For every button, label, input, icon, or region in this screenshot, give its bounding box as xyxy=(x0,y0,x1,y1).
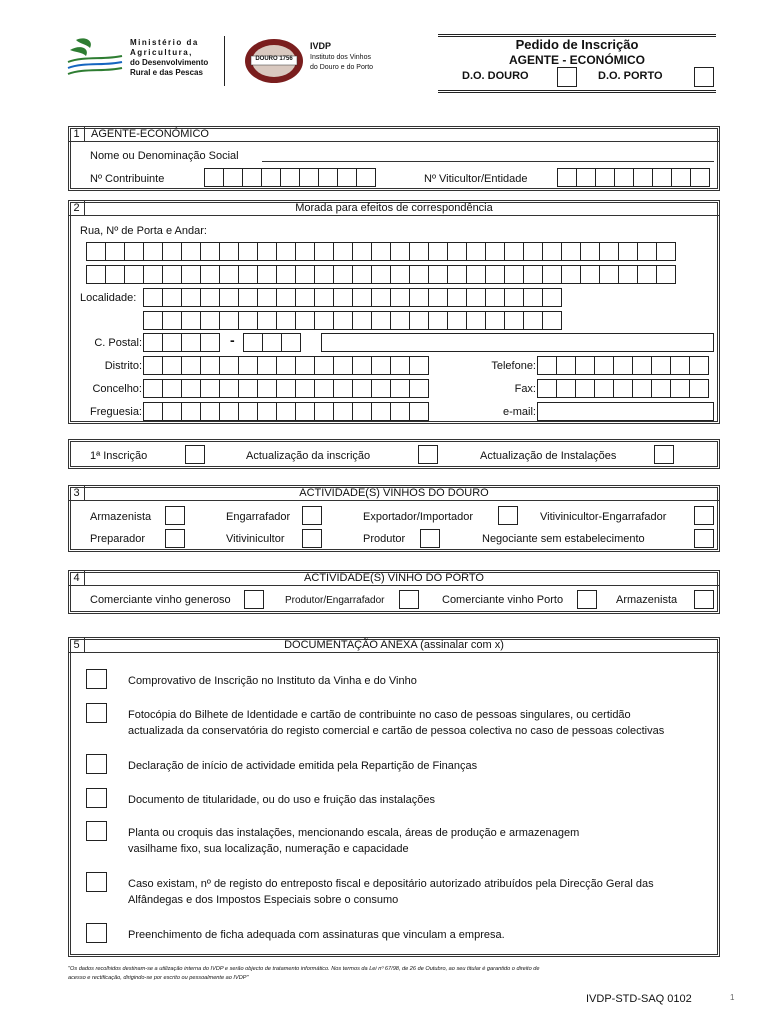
section-3-number: 3 xyxy=(69,486,85,501)
doc-text: Documento de titularidade, ou do uso e fruição das instalações xyxy=(128,794,435,806)
page-number: 1 xyxy=(730,993,735,1002)
email-label: e-mail: xyxy=(502,406,536,418)
postal-locality-field[interactable] xyxy=(321,333,714,352)
section-1-title: AGENTE-ECONÓMICO xyxy=(69,127,719,142)
vit-field[interactable] xyxy=(557,168,709,187)
header-divider xyxy=(224,36,225,86)
first-registration-label: 1ª Inscrição xyxy=(90,450,148,462)
porto-comerciante-label: Comerciante vinho Porto xyxy=(442,594,564,606)
doc-text: Caso existam, nº de registo do entreposto fiscal e depositário autorizado atribuídos pela Direcção Geral das xyxy=(128,878,654,890)
ministry-logo-icon xyxy=(64,34,126,80)
title-rule-bottom xyxy=(438,90,716,93)
section-porto-activities xyxy=(68,570,720,614)
douro-produtor-checkbox[interactable] xyxy=(420,529,440,548)
street-label: Rua, Nº de Porta e Andar: xyxy=(80,225,207,237)
nif-label: Nº Contribuinte xyxy=(90,173,165,185)
doc-text: Planta ou croquis das instalações, mencionando escala, áreas de produção e armazenagem xyxy=(128,827,580,839)
registration-type xyxy=(68,439,720,469)
parish-field[interactable] xyxy=(143,402,428,421)
porto-produtor-checkbox[interactable] xyxy=(399,590,419,609)
doc-text: Declaração de início de actividade emitida pela Repartição de Finanças xyxy=(128,760,478,772)
douro-exportador-label: Exportador/Importador xyxy=(363,511,474,523)
do-porto-label: D.O. PORTO xyxy=(598,70,663,82)
doc-text: Preenchimento de ficha adequada com assinaturas que vinculam a empresa. xyxy=(128,929,505,941)
porto-comerciante-generoso-label: Comerciante vinho generoso xyxy=(90,594,231,606)
do-douro-checkbox[interactable] xyxy=(557,67,577,87)
douro-negociante-label: Negociante sem estabelecimento xyxy=(482,533,645,545)
douro-preparador-checkbox[interactable] xyxy=(165,529,185,548)
phone-label: Telefone: xyxy=(491,360,536,372)
ivdp-title: IVDP xyxy=(310,41,332,51)
douro-produtor-label: Produtor xyxy=(363,533,406,545)
do-douro-label: D.O. DOURO xyxy=(462,70,529,82)
section-5-title: DOCUMENTAÇÃO ANEXA (assinalar com x) xyxy=(69,638,719,653)
doc-checkbox[interactable] xyxy=(86,754,107,774)
porto-armazenista-label: Armazenista xyxy=(616,594,678,606)
email-field[interactable] xyxy=(537,402,714,421)
section-3-title: ACTIVIDADE(S) VINHOS DO DOURO xyxy=(69,486,719,501)
name-label: Nome ou Denominação Social xyxy=(90,150,239,162)
douro-negociante-checkbox[interactable] xyxy=(694,529,714,548)
nif-field[interactable] xyxy=(204,168,375,187)
fax-label: Fax: xyxy=(514,383,536,395)
doc-text: Alfândegas e dos Impostos Especiais sobre o consumo xyxy=(128,894,399,906)
postal-dash: - xyxy=(230,332,235,348)
name-field[interactable] xyxy=(262,148,714,162)
doc-checkbox[interactable] xyxy=(86,788,107,808)
do-porto-checkbox[interactable] xyxy=(694,67,714,87)
section-1-number: 1 xyxy=(69,127,85,142)
doc-text: Fotocópia do Bilhete de Identidade e cartão de contribuinte no caso de pessoas singulares, ou certidão xyxy=(128,709,631,721)
fax-field[interactable] xyxy=(537,379,708,398)
locality-label: Localidade: xyxy=(80,292,137,304)
form-code: IVDP-STD-SAQ 0102 xyxy=(586,993,692,1005)
douro-engarrafador-checkbox[interactable] xyxy=(302,506,322,525)
ministry-name: Ministério da Agricultura, do Desenvolvimento Rural e das Pescas xyxy=(130,38,209,77)
doc-text: vasilhame fixo, sua localização, numeração e capacidade xyxy=(128,843,409,855)
street-field-2[interactable] xyxy=(86,265,675,284)
douro-engarrafador-label: Engarrafador xyxy=(226,511,291,523)
parish-label: Freguesia: xyxy=(90,406,142,418)
section-5-number: 5 xyxy=(69,638,85,653)
douro-vitivinicultor-engarrafador-checkbox[interactable] xyxy=(694,506,714,525)
phone-field[interactable] xyxy=(537,356,708,375)
douro-vitivinicultor-checkbox[interactable] xyxy=(302,529,322,548)
section-4-title: ACTIVIDADE(S) VINHO DO PORTO xyxy=(69,571,719,586)
porto-armazenista-checkbox[interactable] xyxy=(694,590,714,609)
privacy-note: "Os dados recolhidos destinam-se a utilização interna do IVDP e serão objecto de tratamento informático. Nos termos da Lei nº 67/98, de 26 de Outubro, ao seu titular é garantido o direito de acesso e rectificação, dirigindo-se por escrito ou pessoalmente ao IVDP" xyxy=(68,966,540,981)
ivdp-subtitle: Instituto dos Vinhos do Douro e do Porto xyxy=(310,54,374,71)
porto-comerciante-checkbox[interactable] xyxy=(577,590,597,609)
district-field[interactable] xyxy=(143,356,428,375)
doc-checkbox[interactable] xyxy=(86,872,107,892)
first-registration-checkbox[interactable] xyxy=(185,445,205,464)
council-field[interactable] xyxy=(143,379,428,398)
douro-vitivinicultor-engarrafador-label: Vitivinicultor-Engarrafador xyxy=(540,511,667,523)
district-label: Distrito: xyxy=(104,360,142,372)
doc-checkbox[interactable] xyxy=(86,923,107,943)
doc-checkbox[interactable] xyxy=(86,669,107,689)
postal-field[interactable] xyxy=(143,333,219,352)
doc-text: actualizada da conservatória do registo comercial e cartão de pessoa colectiva no caso de pessoas colectivas xyxy=(128,725,665,737)
form-title: Pedido de Inscrição xyxy=(515,37,639,52)
douro-armazenista-label: Armazenista xyxy=(90,511,152,523)
porto-comerciante-generoso-checkbox[interactable] xyxy=(244,590,264,609)
douro-armazenista-checkbox[interactable] xyxy=(165,506,185,525)
form-subtitle: AGENTE - ECONÓMICO xyxy=(508,53,645,67)
postal-suffix-field[interactable] xyxy=(243,333,300,352)
postal-label: C. Postal: xyxy=(94,337,142,349)
douro-vitivinicultor-label: Vitivinicultor xyxy=(226,533,285,545)
porto-produtor-label: Produtor/Engarrafador xyxy=(285,595,385,606)
street-field-1[interactable] xyxy=(86,242,675,261)
update-installations-checkbox[interactable] xyxy=(654,445,674,464)
seal-text: DOURO 1756 xyxy=(255,56,293,62)
section-2-title: Morada para efeitos de correspondência xyxy=(69,201,719,216)
douro-preparador-label: Preparador xyxy=(90,533,146,545)
section-4-number: 4 xyxy=(69,571,85,586)
update-registration-checkbox[interactable] xyxy=(418,445,438,464)
council-label: Concelho: xyxy=(92,383,142,395)
douro-exportador-checkbox[interactable] xyxy=(498,506,518,525)
doc-checkbox[interactable] xyxy=(86,821,107,841)
section-2-number: 2 xyxy=(69,201,85,216)
update-installations-label: Actualização de Instalações xyxy=(480,450,617,462)
doc-checkbox[interactable] xyxy=(86,703,107,723)
locality-field-1[interactable] xyxy=(143,288,561,307)
locality-field-2[interactable] xyxy=(143,311,561,330)
update-registration-label: Actualização da inscrição xyxy=(246,450,371,462)
vit-label: Nº Viticultor/Entidade xyxy=(424,173,528,185)
doc-text: Comprovativo de Inscrição no Instituto da Vinha e do Vinho xyxy=(128,675,417,687)
